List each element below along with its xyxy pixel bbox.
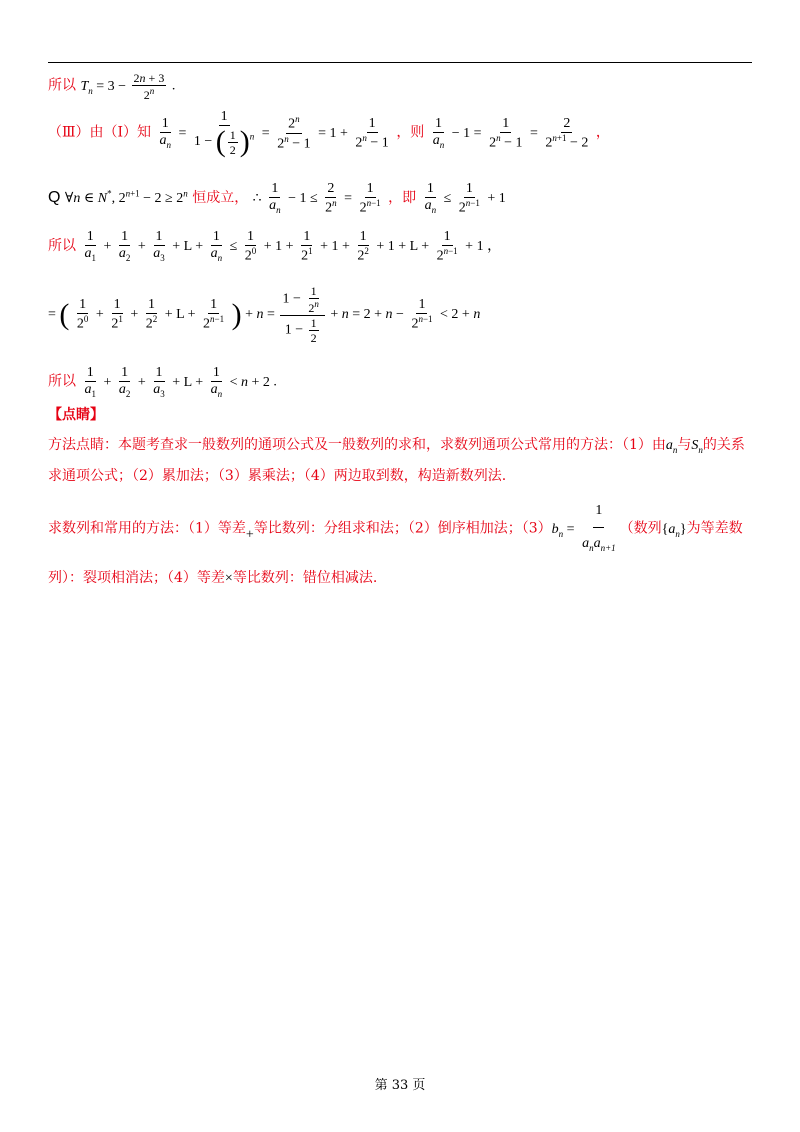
line6-suffix: . [273, 374, 277, 390]
line3-mid: 恒成立， [192, 190, 249, 207]
reciprocal-minus-one-formula: $\frac{1}{a_n}$ − 1 = $\frac{1}{2^n - 1}$ = $\frac{2}{2^{n+1} - 2}$ [432, 115, 589, 151]
sn-sub: n [698, 444, 703, 455]
bn-den-b-sub: n+1 [600, 542, 616, 553]
an-symbol: a [665, 438, 673, 453]
conclusion-formula: $\frac{1}{a_1}$ + $\frac{1}{a_2}$ + $\frac{1}{a_3}$ + L + $\frac{1}{a_n}$ < n + 2 [84, 365, 274, 399]
para1-text-b: 与 [677, 437, 692, 453]
bn-sub: n [558, 528, 564, 539]
para1-text-c: 的关系求通项公式；（2）累加法；（3）累乘法；（4）两边取到数，构造新数列法. [48, 437, 745, 484]
method-paragraph-2: 求数列和常用的方法：（1）等差+等比数列：分组求和法；（2）倒序相加法；$(3)b_n$ = $\frac{1}{a_na_{n+1}}$ （数列$\{a_n\}$为等差数列）：裂项相消法；（4）等差×等比数列：错位相减法. [48, 496, 752, 594]
tn-formula: $T_n = 3$ − $\frac{2n + 3}{2^n}$ [80, 71, 165, 102]
para1-text-a: 方法点睛：本题考查求一般数列的通项公式及一般数列的求和，求数列通项公式常用的方法：（1）由 [48, 437, 666, 453]
line1-prefix: 所以 [48, 77, 76, 94]
line-tn-result [48, 72, 175, 101]
method-paragraph-1 [48, 432, 752, 489]
therefore-formula: ∴ $\frac{1}{a_n}$ − 1 ≤ $\frac{2}{2^n}$ = $\frac{1}{2^{n-1}}$ [252, 181, 381, 216]
line-conclusion [48, 366, 277, 399]
bn-den-b: a [593, 536, 601, 551]
dianjing-heading: 【点睛】 [48, 407, 104, 423]
sum-bound-formula: $\frac{1}{a_1}$ + $\frac{1}{a_2}$ + $\frac{1}{a_3}$ + L + $\frac{1}{a_n}$ ≤ $\frac{1}{2^0}$ + 1 + $\frac{1}{2^1}$ + 1 + $\frac{1}{2^2}$ + 1 + L + $\frac{1}{2^{n-1}}$ + 1 [84, 229, 488, 264]
header-rule [48, 62, 752, 63]
forall-condition: ∀n ∈ N*, $2^{n+1} - 2 \ge 2^n$ [64, 188, 188, 207]
bn-frac-num: 1 [593, 496, 604, 528]
bn-symbol: b [551, 521, 559, 537]
line-sum-bound [48, 230, 501, 264]
para2-text-a: 求数列和常用的方法：（1）等差 [48, 520, 246, 537]
plus-sign: + [245, 527, 254, 543]
para2-text-c: （数列 [619, 520, 662, 537]
line-part3-derivation [48, 110, 610, 157]
line2-mid: ，则 [396, 124, 425, 141]
seq-sub: n [675, 528, 680, 539]
para2-text-d: 为等差数列）：裂项相消法；（4）等差 [48, 520, 743, 586]
line-inequality [48, 182, 506, 216]
line1-suffix: . [171, 78, 176, 94]
line3-prefix: Q [48, 189, 61, 207]
geometric-sum-formula: = ( $\frac{1}{2^0}$ + $\frac{1}{2^1}$ + $\frac{1}{2^2}$ + L + $\frac{1}{2^{n-1}}$ ) + n = 1 − $\frac{1}{2^n}$ 1 − $\frac{1}{2}$ + n = 2 + n − $\frac{1}{2^{n-1}}$ < 2 + n [48, 284, 481, 345]
page-number: 第 33 页 [374, 1078, 426, 1093]
line4-prefix: 所以 [48, 238, 76, 255]
sn-symbol: S [691, 438, 699, 453]
reciprocal-an-formula: $\frac{1}{a_n}$ = 1 1 − ( $\frac{1}{2}$ )$^n$ = $\frac{2^n}{2^n - 1}$ = 1 + $\frac{1}{2^n - 1}$ [159, 109, 389, 158]
times-sign: × [224, 570, 233, 586]
para2-text-b: 等比数列：分组求和法；（2）倒序相加法；（3） [253, 520, 552, 537]
seq-symbol: a [668, 521, 676, 537]
line3-mid2: ，即 [388, 190, 417, 207]
line4-suffix: ， [487, 239, 502, 255]
bound-formula: $\frac{1}{a_n}$ ≤ $\frac{1}{2^{n-1}}$ + 1 [424, 181, 506, 216]
line6-prefix: 所以 [48, 373, 76, 390]
line2-prefix: （Ⅲ）由（Ⅰ）知 [48, 124, 152, 141]
an-sub: n [672, 444, 678, 455]
bn-den-a-sub: n [589, 542, 594, 553]
line-geometric-sum [48, 285, 480, 344]
bn-den-a: a [582, 536, 590, 551]
line2-suffix: ， [595, 124, 610, 141]
para2-text-e: 等比数列：错位相减法. [232, 569, 378, 586]
